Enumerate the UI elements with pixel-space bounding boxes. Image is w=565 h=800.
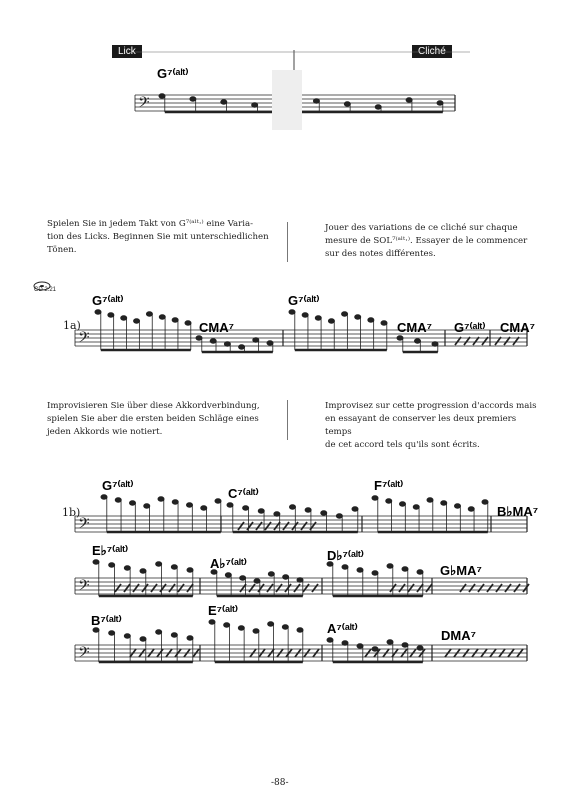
note-head xyxy=(482,500,488,504)
note-head xyxy=(297,578,303,582)
note-head xyxy=(282,625,288,629)
note-head xyxy=(468,507,474,511)
note-head xyxy=(101,495,107,499)
note-head xyxy=(357,644,363,648)
note-head xyxy=(402,643,408,647)
chord-symbol: DMA⁷ xyxy=(441,628,476,643)
note-head xyxy=(159,94,165,98)
note-head xyxy=(172,500,178,504)
note-head xyxy=(357,568,363,572)
note-group xyxy=(101,495,221,532)
slash-notation xyxy=(115,584,193,592)
note-head xyxy=(455,504,461,508)
note-head xyxy=(342,641,348,645)
note-head xyxy=(372,647,378,651)
note-head xyxy=(254,579,260,583)
note-group xyxy=(327,638,423,662)
note-head xyxy=(274,512,280,516)
note-head xyxy=(109,631,115,635)
text-line: Spielen Sie in jedem Takt von G⁷⁽ᵃˡᵗ·⁾ eine Varia- xyxy=(47,219,254,229)
bass-clef-icon: 𝄢 xyxy=(78,329,90,350)
note-head xyxy=(258,509,264,513)
note-head xyxy=(240,576,246,580)
note-head xyxy=(315,316,321,320)
text-line: Improvisieren Sie über diese Akkordverbindung, xyxy=(47,401,260,411)
text-line: mesure de SOL⁷⁽ᵃˡᵗ·⁾. Essayer de le commencer xyxy=(325,236,528,246)
note-head xyxy=(225,573,231,577)
bass-clef-icon: 𝄢 xyxy=(78,644,90,665)
chord-symbol: G♭MA⁷ xyxy=(440,563,482,578)
note-head xyxy=(283,575,289,579)
chord-symbol: D♭⁷⁽ᵃˡᵗ⁾ xyxy=(327,548,364,563)
note-head xyxy=(417,646,423,650)
cd-track-label: CD 2.21 xyxy=(34,287,57,293)
slash-notation xyxy=(460,584,529,592)
text-line: spielen Sie aber die ersten beiden Schläge eines xyxy=(47,414,259,424)
note-head xyxy=(171,565,177,569)
note-head xyxy=(415,339,421,343)
note-head xyxy=(290,505,296,509)
note-head xyxy=(427,498,433,502)
chord-symbol: E⁷⁽ᵃˡᵗ⁾ xyxy=(208,603,238,618)
note-head xyxy=(134,319,140,323)
note-head xyxy=(93,560,99,564)
note-head xyxy=(268,622,274,626)
note-head xyxy=(115,498,121,502)
text-line: sur des notes différentes. xyxy=(325,249,436,259)
note-head xyxy=(215,499,221,503)
chord-symbol: B⁷⁽ᵃˡᵗ⁾ xyxy=(91,613,122,628)
note-head xyxy=(109,563,115,567)
text-line: tion des Licks. Beginnen Sie mit unterschiedlichen xyxy=(47,232,269,242)
note-head xyxy=(171,633,177,637)
bass-clef-icon: 𝄢 xyxy=(138,94,150,115)
chord-symbol: G⁷⁽ᵃˡᵗ⁾ xyxy=(288,293,320,308)
note-head xyxy=(417,570,423,574)
note-head xyxy=(144,504,150,508)
chord-symbol: G⁷⁽ᵃˡᵗ⁾ xyxy=(157,66,189,81)
example-label-1b: 1b) xyxy=(62,506,81,519)
chord-symbol: A♭⁷⁽ᵃˡᵗ⁾ xyxy=(210,556,247,571)
page-ornament xyxy=(272,70,302,130)
text-line: jeden Akkords wie notiert. xyxy=(47,427,163,437)
note-head xyxy=(302,313,308,317)
note-group xyxy=(372,496,488,532)
note-head xyxy=(146,312,152,316)
note-head xyxy=(268,572,274,576)
note-head xyxy=(210,339,216,343)
chord-symbol: CMA⁷ xyxy=(397,320,432,335)
text-line: en essayant de conserver les deux premiers temps xyxy=(325,414,517,437)
text-line: de cet accord tels qu'ils sont écrits. xyxy=(325,440,480,450)
note-head xyxy=(328,319,334,323)
note-group xyxy=(209,620,303,662)
note-head xyxy=(156,562,162,566)
text-line: Tönen. xyxy=(47,245,77,255)
note-head xyxy=(437,101,443,105)
note-head xyxy=(375,105,381,109)
note-head xyxy=(224,623,230,627)
note-head xyxy=(313,99,319,103)
note-head xyxy=(185,321,191,325)
note-head xyxy=(124,634,130,638)
note-head xyxy=(227,503,233,507)
text-line: Improvisez sur cette progression d'accords mais xyxy=(325,401,537,411)
note-head xyxy=(156,630,162,634)
note-head xyxy=(158,497,164,501)
chord-symbol: B♭MA⁷ xyxy=(497,504,539,519)
note-head xyxy=(190,97,196,101)
note-head xyxy=(252,103,258,107)
page-number: -88- xyxy=(271,778,289,788)
note-head xyxy=(140,637,146,641)
text-line: Jouer des variations de ce cliché sur chaque xyxy=(325,223,518,233)
note-head xyxy=(238,626,244,630)
note-head xyxy=(321,511,327,515)
note-group xyxy=(211,570,303,596)
note-head xyxy=(387,640,393,644)
note-head xyxy=(355,315,361,319)
note-head xyxy=(386,499,392,503)
note-head xyxy=(187,636,193,640)
note-head xyxy=(413,505,419,509)
note-head xyxy=(381,321,387,325)
slash-notation xyxy=(240,584,318,592)
note-head xyxy=(372,496,378,500)
bass-clef-icon: 𝄢 xyxy=(78,515,90,536)
chord-symbol: G⁷⁽ᵃˡᵗ⁾ xyxy=(92,293,124,308)
note-head xyxy=(289,310,295,314)
note-head xyxy=(372,571,378,575)
note-head xyxy=(402,567,408,571)
note-head xyxy=(140,569,146,573)
note-head xyxy=(196,336,202,340)
note-head xyxy=(121,316,127,320)
note-head xyxy=(305,508,311,512)
cliche-tag: Cliché xyxy=(412,45,452,58)
note-head xyxy=(267,341,273,345)
note-head xyxy=(342,565,348,569)
note-head xyxy=(201,506,207,510)
note-head xyxy=(406,98,412,102)
example-label-1a: 1a) xyxy=(63,319,81,332)
bass-clef-icon: 𝄢 xyxy=(78,577,90,598)
slash-notation xyxy=(390,584,432,592)
chord-symbol: A⁷⁽ᵃˡᵗ⁾ xyxy=(327,621,358,636)
chord-symbol: CMA⁷ xyxy=(500,320,535,335)
chord-symbol: CMA⁷ xyxy=(199,320,234,335)
note-head xyxy=(159,315,165,319)
note-head xyxy=(253,629,259,633)
note-head xyxy=(224,342,230,346)
note-head xyxy=(187,568,193,572)
note-head xyxy=(441,501,447,505)
note-head xyxy=(124,566,130,570)
slash-notation xyxy=(445,649,523,657)
note-head xyxy=(387,564,393,568)
slash-notation xyxy=(238,522,316,530)
note-head xyxy=(342,312,348,316)
chord-symbol: F⁷⁽ᵃˡᵗ⁾ xyxy=(374,478,404,493)
note-head xyxy=(221,100,227,104)
note-head xyxy=(368,318,374,322)
note-head xyxy=(209,620,215,624)
chord-symbol: C⁷⁽ᵃˡᵗ⁾ xyxy=(228,486,259,501)
lick-tag: Lick xyxy=(112,45,142,58)
note-head xyxy=(108,313,114,317)
note-head xyxy=(95,310,101,314)
chord-symbol: E♭⁷⁽ᵃˡᵗ⁾ xyxy=(92,543,129,558)
note-head xyxy=(93,628,99,632)
note-head xyxy=(327,638,333,642)
chord-symbol: G⁷⁽ᵃˡᵗ⁾ xyxy=(454,320,486,335)
note-head xyxy=(239,345,245,349)
note-head xyxy=(336,514,342,518)
note-head xyxy=(187,503,193,507)
chord-symbol: G⁷⁽ᵃˡᵗ⁾ xyxy=(102,478,134,493)
note-head xyxy=(297,628,303,632)
note-head xyxy=(253,338,259,342)
note-head xyxy=(130,501,136,505)
note-head xyxy=(400,502,406,506)
note-head xyxy=(432,342,438,346)
note-head xyxy=(352,507,358,511)
note-head xyxy=(243,506,249,510)
note-head xyxy=(397,336,403,340)
note-head xyxy=(344,102,350,106)
note-head xyxy=(172,318,178,322)
